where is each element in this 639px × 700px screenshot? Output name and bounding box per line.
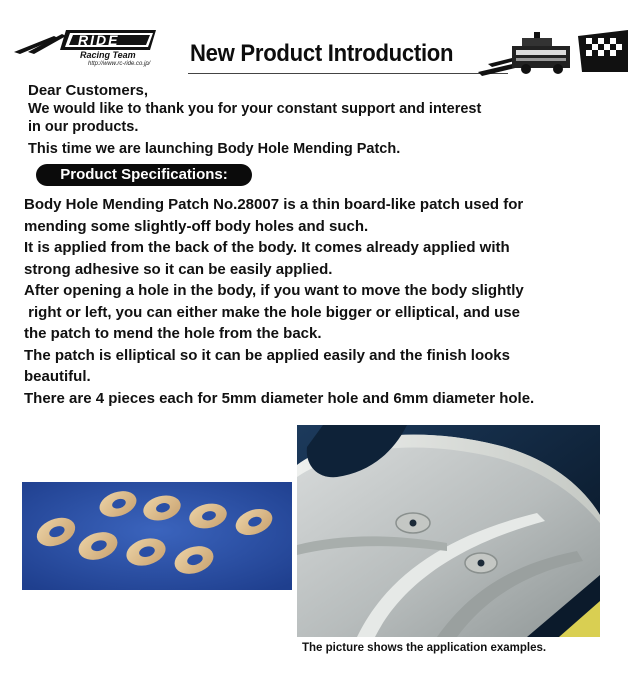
title-underline — [188, 73, 508, 74]
logo-subtitle: Racing Team — [80, 50, 136, 60]
patches-photo — [22, 482, 292, 590]
spec-line: the patch to mend the hole from the back. — [24, 325, 322, 342]
race-car-icon — [478, 28, 628, 78]
launch-announcement: This time we are launching Body Hole Mending Patch. — [28, 141, 401, 157]
header — [0, 0, 639, 82]
photo-caption: The picture shows the application examples. — [302, 642, 547, 654]
spec-line: Body Hole Mending Patch No.28007 is a thin board-like patch used for — [24, 196, 524, 213]
spec-line: beautiful. — [24, 368, 91, 385]
spec-line: mending some slightly-off body holes and such. — [24, 217, 369, 235]
ride-wordmark — [74, 32, 154, 48]
body-underside-illustration — [297, 425, 600, 637]
spec-line: It is applied from the back of the body. It comes already applied with — [24, 239, 510, 256]
greeting: Dear Customers, — [28, 82, 149, 99]
specifications-body — [24, 194, 624, 409]
spec-line: After opening a hole in the body, if you want to move the body slightly — [24, 282, 524, 299]
spec-line: There are 4 pieces each for 5mm diameter hole and 6mm diameter hole. — [24, 389, 535, 407]
application-example-photo — [297, 425, 600, 637]
intro-line: in our products. — [28, 119, 139, 135]
specifications-heading: Product Specifications: — [36, 164, 252, 186]
patches-illustration — [22, 482, 292, 590]
intro-line: We would like to thank you for your constant support and interest — [28, 101, 482, 117]
spec-line: strong adhesive so it can be easily applied. — [24, 260, 333, 278]
page-title: New Product Introduction — [190, 40, 454, 67]
intro-paragraph — [28, 100, 481, 136]
ride-logo — [14, 26, 184, 72]
spec-line: right or left, you can either make the hole bigger or elliptical, and use — [24, 303, 520, 321]
spec-line: The patch is elliptical so it can be applied easily and the finish looks — [24, 346, 510, 364]
svg-text:RIDE: RIDE — [78, 32, 120, 48]
logo-url: http://www.rc-ride.co.jp/ — [88, 61, 151, 67]
